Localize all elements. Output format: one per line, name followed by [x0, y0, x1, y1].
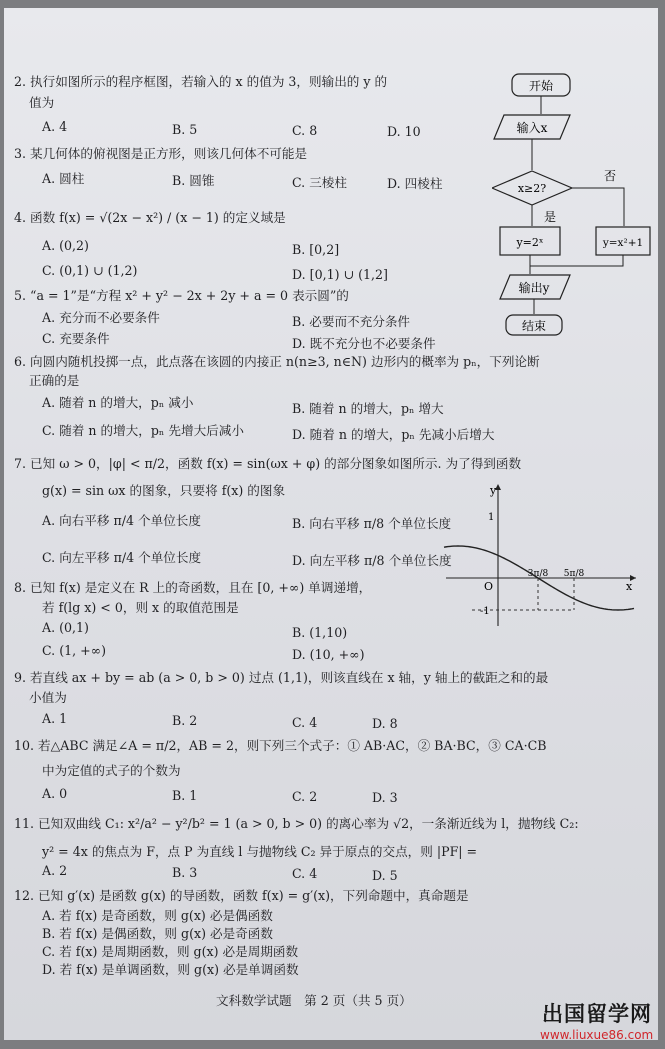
condition-label: x≥2? [517, 182, 547, 195]
q8-opt-b: B. (1,10) [292, 625, 348, 640]
q2-opt-d: D. 10 [387, 124, 421, 139]
q12-opt-b: B. 若 f(x) 是偶函数，则 g(x) 必是奇函数 [42, 926, 273, 941]
q7-opt-c: C. 向左平移 π/4 个单位长度 [42, 550, 202, 565]
q2-stem-1: 2. 执行如图所示的程序框图，若输入的 x 的值为 3，则输出的 y 的 [14, 74, 388, 89]
q8-opt-d: D. (10, +∞) [292, 647, 365, 662]
q9-stem-2: 小值为 [29, 690, 67, 705]
q12-opt-a: A. 若 f(x) 是奇函数，则 g(x) 必是偶函数 [42, 908, 273, 923]
q8-opt-a: A. (0,1) [42, 620, 89, 635]
yes-label: 是 [544, 210, 557, 224]
q4-opt-c: C. (0,1) ∪ (1,2) [42, 263, 138, 278]
q6-opt-c: C. 随着 n 的增大，pₙ 先增大后减小 [42, 423, 244, 438]
assign-yes-label: y=2ˣ [516, 236, 544, 249]
q4-stem: 4. 函数 f(x) = √(2x − x²) / (x − 1) 的定义域是 [14, 210, 286, 225]
y-tick-neg-label: -1 [480, 606, 490, 617]
q12-stem: 12. 已知 g′(x) 是函数 g(x) 的导函数，函数 f(x) = g′(x)，下列命题中，真命题是 [14, 888, 469, 903]
watermark [540, 998, 652, 1038]
q11-stem-2: y² = 4x 的焦点为 F，点 P 为直线 l 与抛物线 C₂ 异于原点的交点，则 |PF| = [42, 844, 478, 859]
q4-opt-d: D. [0,1) ∪ (1,2] [292, 267, 388, 282]
q2-opt-b: B. 5 [172, 122, 198, 137]
watermark-site: 出国留学网 [542, 1002, 652, 1026]
q10-opt-a: A. 0 [42, 786, 68, 801]
q6-stem-1: 6. 向圆内随机投掷一点，此点落在该圆的内接正 n(n≥3, n∈N) 边形内的概率为 pₙ，下列论断 [14, 354, 540, 369]
input-label: 输入x [516, 121, 548, 135]
program-flowchart [492, 68, 652, 338]
tick-3pi8-label: 3π/8 [527, 569, 549, 579]
q8-stem-2: 若 f(lg x) < 0，则 x 的取值范围是 [42, 600, 239, 615]
q11-opt-d: D. 5 [372, 868, 398, 883]
sine-graph [442, 480, 642, 630]
q3-opt-b: B. 圆锥 [172, 173, 215, 188]
q8-opt-c: C. (1, +∞) [42, 643, 107, 658]
exam-page [4, 8, 658, 1040]
q7-stem-1: 7. 已知 ω > 0，|φ| < π/2，函数 f(x) = sin(ωx + φ) 的部分图象如图所示. 为了得到函数 [14, 456, 522, 471]
q6-opt-a: A. 随着 n 的增大，pₙ 减小 [42, 395, 194, 410]
q11-stem-1: 11. 已知双曲线 C₁: x²/a² − y²/b² = 1 (a > 0, b > 0) 的离心率为 √2，一条渐近线为 l，抛物线 C₂: [14, 816, 579, 831]
q5-opt-d: D. 既不充分也不必要条件 [292, 336, 436, 351]
q12-opt-c: C. 若 f(x) 是周期函数，则 g(x) 必是周期函数 [42, 944, 299, 959]
q9-opt-b: B. 2 [172, 713, 198, 728]
footer: 文科数学试题 第 2 页（共 5 页） [216, 993, 412, 1008]
no-label: 否 [604, 169, 617, 183]
q3-stem: 3. 某几何体的俯视图是正方形，则该几何体不可能是 [14, 146, 308, 161]
q9-stem-1: 9. 若直线 ax + by = ab (a > 0, b > 0) 过点 (1,1)，则该直线在 x 轴，y 轴上的截距之和的最 [14, 670, 549, 685]
q6-opt-d: D. 随着 n 的增大，pₙ 先减小后增大 [292, 427, 495, 442]
q4-opt-a: A. (0,2) [42, 238, 89, 253]
assign-no-label: y=x²+1 [602, 237, 644, 249]
q9-opt-a: A. 1 [42, 711, 68, 726]
q6-stem-2: 正确的是 [29, 373, 80, 388]
q9-opt-c: C. 4 [292, 715, 318, 730]
q8-stem-1: 8. 已知 f(x) 是定义在 R 上的奇函数，且在 [0, +∞) 单调递增， [14, 580, 372, 595]
q3-opt-d: D. 四棱柱 [387, 176, 443, 191]
q10-opt-d: D. 3 [372, 790, 398, 805]
q10-opt-c: C. 2 [292, 789, 318, 804]
q4-opt-b: B. [0,2] [292, 242, 340, 257]
q12-opt-d: D. 若 f(x) 是单调函数，则 g(x) 必是单调函数 [42, 962, 299, 977]
q3-opt-a: A. 圆柱 [42, 171, 85, 186]
q7-opt-b: B. 向右平移 π/8 个单位长度 [292, 516, 452, 531]
watermark-url: www.liuxue86.com [540, 1028, 654, 1040]
start-label: 开始 [528, 79, 554, 93]
q7-stem-2: g(x) = sin ωx 的图象，只要将 f(x) 的图象 [42, 483, 286, 498]
q7-opt-d: D. 向左平移 π/8 个单位长度 [292, 553, 452, 568]
q2-opt-c: C. 8 [292, 123, 318, 138]
y-axis-label: y [490, 484, 497, 497]
q5-stem: 5. “a = 1”是“方程 x² + y² − 2x + 2y + a = 0 表示圆”的 [14, 288, 349, 303]
y-tick-label: 1 [488, 512, 495, 523]
q6-opt-b: B. 随着 n 的增大，pₙ 增大 [292, 401, 444, 416]
q10-opt-b: B. 1 [172, 788, 198, 803]
q7-opt-a: A. 向右平移 π/4 个单位长度 [42, 513, 201, 528]
x-axis-label: x [626, 580, 633, 593]
q11-opt-a: A. 2 [42, 863, 68, 878]
q3-opt-c: C. 三棱柱 [292, 175, 347, 190]
q2-stem-2: 值为 [29, 95, 55, 110]
q11-opt-b: B. 3 [172, 865, 198, 880]
origin-label: O [484, 580, 494, 593]
q10-stem-1: 10. 若△ABC 满足∠A = π/2，AB = 2，则下列三个式子：① AB·AC，② BA·BC，③ CA·CB [14, 738, 547, 753]
q5-opt-a: A. 充分而不必要条件 [42, 310, 160, 325]
q10-stem-2: 中为定值的式子的个数为 [42, 763, 181, 778]
q2-opt-a: A. 4 [42, 119, 68, 134]
output-label: 输出y [518, 281, 550, 295]
tick-5pi8-label: 5π/8 [563, 569, 585, 579]
q5-opt-c: C. 充要条件 [42, 331, 110, 346]
q11-opt-c: C. 4 [292, 866, 318, 881]
end-label: 结束 [521, 319, 547, 333]
q5-opt-b: B. 必要而不充分条件 [292, 314, 411, 329]
q9-opt-d: D. 8 [372, 716, 398, 731]
